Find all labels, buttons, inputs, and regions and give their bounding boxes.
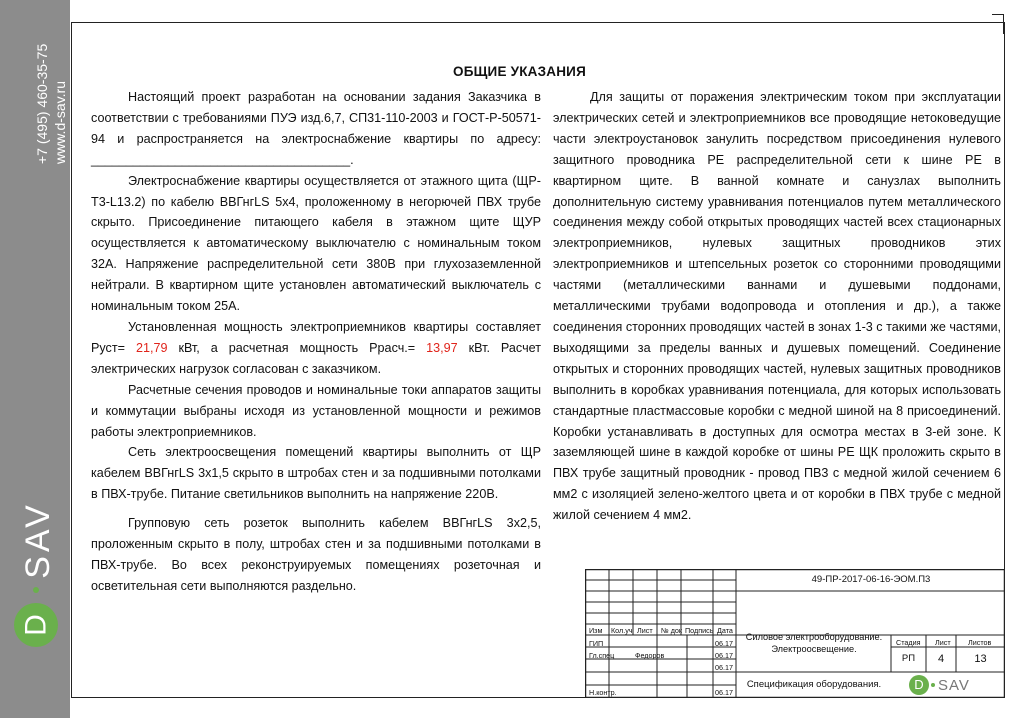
contact-info (4, 4, 68, 174)
paragraph-lighting-network: Сеть электроосвещения помещений квартиры выполнить от ЩР кабелем ВВГнгLS 3х1,5 скрыто в штробах стен и за подшивными потолками в ПВХ-трубе. Питание светильников выполнить на напряжение 220В. (91, 445, 541, 502)
row-date-norm-control: 06.17 (715, 688, 733, 697)
row-name-chief-specialist: Федоров (635, 651, 665, 660)
stage-label: Стадия (896, 638, 921, 647)
header-kol-uch: Кол.уч (611, 626, 633, 635)
project-title: Силовое электрооборудование. Электроосвещение. (745, 632, 883, 654)
row-role-norm-control: Н.контр. (589, 688, 617, 697)
phone-number: +7 (495) 460-35-75 (34, 43, 50, 164)
header-signature: Подпись (685, 626, 714, 635)
row-role-chief-specialist: Гл.спец (589, 651, 615, 660)
sheets-label: Листов (968, 638, 992, 647)
header-date: Дата (717, 626, 733, 635)
power-text-b: кВт, а расчетная мощность Ррасч.= (167, 340, 427, 355)
paragraph-project-basis: Настоящий проект разработан на основании задания Заказчика в соответствии с требованиями ПУЭ изд.6,7, СП31-110-2003 и ГОСТ-Р-50571-94 и распространяется на электроснабжение квартиры по адресу: _____________________________________. (91, 90, 541, 167)
paragraph-socket-network: Групповую сеть розеток выполнить кабелем ВВГнгLS 3х2,5, проложенным скрыто в полу, штробах стен и за подшивными потолками в ПВХ-трубе. Во всех реконструируемых помещениях розеточная и осветительная сети выполняются раздельно. (91, 516, 541, 593)
paragraph-installed-power (91, 317, 541, 380)
paragraph-power-supply: Электроснабжение квартиры осуществляется от этажного щита (ЩР-Т3-L13.2) по кабелю ВВГнгLS 5х4, проложенному в негорючей ПВХ трубе скрыто. Присоединение питающего кабеля в этажном щите ЩУР осуществляется к автоматическому выключателю с номинальным током 32А. Напряжение распределительной сети 380В при глухозаземленной нейтрали. В квартирном щите установлен автоматический выключатель с номинальным током 25А. (91, 173, 541, 314)
row-role-gip: ГИП (589, 639, 604, 648)
sheet-number: 4 (937, 653, 945, 665)
right-text-column (553, 87, 1001, 526)
header-list: Лист (637, 626, 653, 635)
sheet-label: Лист (935, 638, 951, 647)
svg-text:D: D (914, 677, 924, 692)
left-text-column (91, 87, 541, 597)
svg-text:SAV: SAV (19, 501, 57, 579)
dsav-logo-small (907, 673, 987, 697)
title-block (585, 569, 1005, 698)
website-url: www.d-sav.ru (52, 81, 68, 164)
header-doc-number: № док (661, 626, 683, 635)
row-date-gip: 06.17 (715, 639, 733, 648)
svg-text:SAV: SAV (938, 677, 970, 694)
frame-corner-mark (992, 14, 1004, 34)
power-text-a: Установленная мощность электроприемников квартиры составляет Руст= (91, 319, 541, 355)
power-text-c: кВт. Расчет электрических нагрузок согласован с заказчиком. (91, 340, 541, 376)
sheets-total: 13 (974, 653, 987, 665)
calculated-power-value: 13,97 (426, 340, 458, 355)
document-code: 49-ПР-2017-06-16-ЭОМ.П3 (811, 574, 931, 585)
brand-sidebar (0, 0, 70, 718)
paragraph-cable-sections: Расчетные сечения проводов и номинальные токи аппаратов защиты и коммутации выбраны исходя из установленной мощности и режимов работы электроприемников. (91, 382, 541, 439)
svg-text:D: D (19, 614, 53, 636)
row-date-chief-specialist: 06.17 (715, 651, 733, 660)
row-date-3: 06.17 (715, 663, 733, 672)
page-title: ОБЩИЕ УКАЗАНИЯ (453, 64, 586, 79)
dsav-logo-vertical (8, 460, 68, 660)
paragraph-protection: Для защиты от поражения электрическим током при эксплуатации электрических сетей и электроприемников все проводящие нетоковедущие части электроустановок занулить посредством присоединения нулевого защитного проводника РЕ распределительной сети к шине РЕ в квартирном щите. В ванной комнате и санузлах выполнить дополнительную систему уравнивания потенциалов путем металлического соединения между собой открытых проводящих частей всех стационарных электроприемников, нулевых защитных проводников этих электроприемников и штепсельных розеток со сторонними проводящими частями (металлическими ваннами и душевыми поддонами, металлическими трубами водопровода и отопления и др.), а также соединения сторонних проводящих частей в зонах 1-3 с такими же частями, выходящими за пределы ванных и душевых помещений. Соединение открытых и сторонних проводящих частей, нулевых защитных проводников выполнить в коробках уравнивания потенциала, для которых использовать стандартные пластмассовые коробки с медной шиной на 8 присоединений. Коробки устанавливать в доступных для осмотра местах в 3-ей зоне. К заземляющей шине в каждой коробке от шины РЕ ЩК проложить скрыто в ПВХ трубе защитный проводник - провод ПВ3 с медной жилой сечением 6 мм2 с изоляцией зелено-желтого цвета и от коробки в ПВХ трубе с медной жилой сечением 4 мм2. (553, 90, 1001, 523)
header-izm: Изм (589, 626, 603, 635)
stage-value: РП (901, 653, 916, 664)
sheet-title: Спецификация оборудования. (746, 679, 882, 690)
installed-power-value: 21,79 (135, 340, 168, 355)
